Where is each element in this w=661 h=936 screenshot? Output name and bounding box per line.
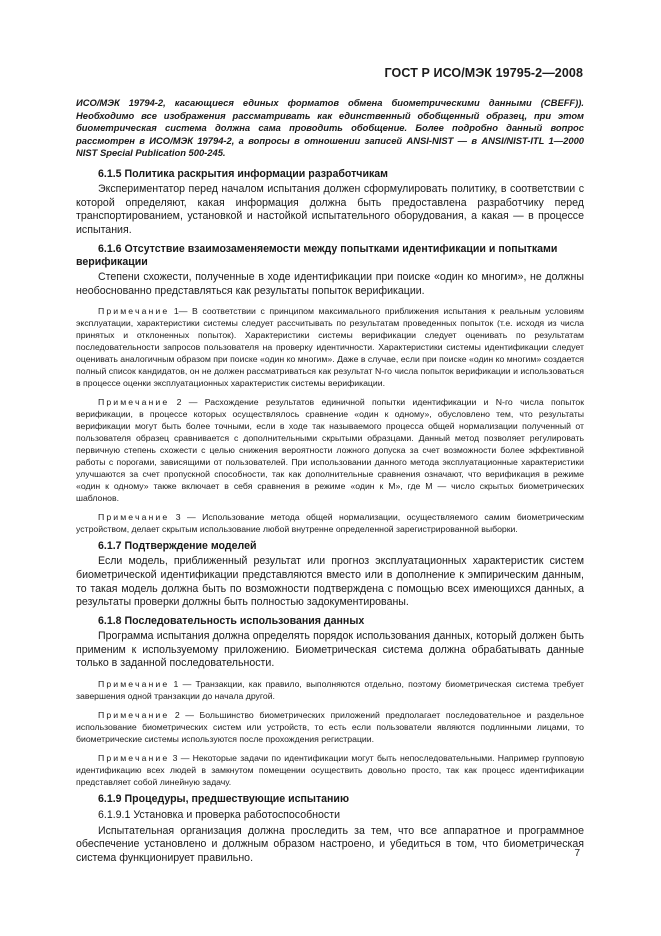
note-text: 2 — Расхождение результатов единичной попытки идентификации и N-го числа попыток верификации, в процессе которых осуществлялось сравнение «один к одному», обусловлено тем, что результаты верификации могут быть более точными, если в ходе так называемого процесса общей нормализации полученный от пользователя образец сравнивается с дополнительными скрытыми образцами. Данный метод позволяет регулировать первичную степень схожести с целью снижения вероятности ложного допуска за счет возможности более эффективной работы с порогами, зависящими от пользователей. При использовании данного метода эксплуатационные характеристики улучшаются за счет пропускной способности, так как дополнительные сравнения означают, что верификация в режиме «один к одному» также включает в себя сравнения в режиме «один к М», где М — число скрытых биометрических шаблонов.	[76, 397, 584, 504]
section-6-1-8-heading	[76, 615, 584, 628]
note-label: Примечание	[98, 678, 170, 689]
note-label: Примечание	[98, 709, 170, 720]
note-6-1-8-3	[76, 752, 584, 788]
note-text: 1 — Транзакции, как правило, выполняются отдельно, поэтому биометрическая система требует завершения одной транзакции до начала другой.	[76, 678, 584, 701]
intro-paragraph: ИСО/МЭК 19794-2, касающиеся единых форматов обмена биометрическими данными (CBEFF)). Необходимо все изображения рассматривать как единственный обобщенный образец, при этом биометрическая система должна сама проводить обобщение. Более подробно данный вопрос рассмотрен в ИСО/МЭК 19794-2, а вопросы в отношении записей ANSI-NIST — в ANSI/NIST-ITL 1—2000 NIST Special Publication 500-245.	[76, 97, 584, 159]
subsection-number: 6.1.9.1	[98, 808, 131, 821]
note-6-1-6-1	[76, 305, 584, 389]
section-title: Политика раскрытия информации разработчикам	[124, 167, 388, 180]
section-6-1-9-heading	[76, 793, 584, 806]
section-6-1-7-heading	[76, 540, 584, 553]
section-title: Подтверждение моделей	[124, 540, 257, 553]
section-6-1-6-heading	[76, 243, 584, 269]
section-title: Отсутствие взаимозаменяемости между попытками идентификации и попытками верификации	[76, 242, 558, 268]
note-text: 3 — Использование метода общей нормализации, осуществляемого самим биометрическим устройством, делает скрытым использование любой внутренне определенной зарегистрированной выборки.	[76, 512, 584, 535]
section-number: 6.1.6	[98, 242, 122, 255]
document-header: ГОСТ Р ИСО/МЭК 19795-2—2008	[384, 66, 583, 80]
section-number: 6.1.8	[98, 614, 122, 627]
note-6-1-8-1	[76, 678, 584, 702]
section-number: 6.1.9	[98, 792, 122, 805]
page-number: 7	[574, 848, 580, 859]
section-title: Процедуры, предшествующие испытанию	[124, 792, 349, 805]
note-text: 2 — Большинство биометрических приложений предполагает последовательное и раздельное использование биометрических систем или устройств, то есть если пользователи являются подлинными лицами, то биометрические системы используются после прохождения регистрации.	[76, 709, 584, 744]
section-title: Последовательность использования данных	[124, 614, 365, 627]
subsection-title: Установка и проверка работоспособности	[133, 808, 340, 821]
section-6-1-9-1-paragraph: Испытательная организация должна проследить за тем, что все аппаратное и программное обеспечение установлено и должным образом настроено, и убедиться в том, что биометрическая система функционирует правильно.	[76, 824, 584, 864]
note-text: 1— В соответствии с принципом максимального приближения испытания к реальным условиям эксплуатации, характеристики системы следует рассчитывать по результатам проведенных попыток (т.е. исходя из числа принятых и отклоненных попыток). Характеристики системы верификации следует оценивать по результатам последовательности запросов пользователя на проверку идентичности. Характеристики системы идентификации следует оценивать аналогичным образом при поиске «один ко многим». Даже в случае, если при поиске «один ко многим» создается полный список кандидатов, он не должен рассматриваться как результат N-го числа попыток верификации и использоваться в процессе оценки эксплуатационных характеристик системы верификации.	[76, 306, 585, 389]
note-6-1-6-3	[76, 511, 584, 535]
section-6-1-6-paragraph: Степени схожести, полученные в ходе идентификации при поиске «один ко многим», не должны необоснованно представляться как результаты попыток верификации.	[76, 270, 584, 297]
note-label: Примечание	[98, 306, 170, 317]
section-number: 6.1.7	[98, 540, 122, 553]
note-label: Примечание	[98, 512, 170, 523]
section-6-1-7-paragraph: Если модель, приближенный результат или прогноз эксплуатационных характеристик систем биометрической идентификации представляются вместо или в дополнение к эмпирическим данным, то такая модель должна быть по возможности подтверждена с помощью всех имеющихся данных, а результаты проверки должны быть полностью задокументированы.	[76, 555, 584, 609]
page-content	[76, 97, 584, 867]
note-6-1-6-2	[76, 396, 584, 504]
note-text: 3 — Некоторые задачи по идентификации могут быть непоследовательными. Например групповую идентификацию всех людей в замкнутом помещении осуществить довольно просто, так как процесс идентификации представляет собой линейную задачу.	[76, 752, 584, 787]
section-6-1-8-paragraph: Программа испытания должна определять порядок использования данных, который должен быть применим к используемому приложению. Биометрическая система должна обрабатывать данные только в заданной последовательности.	[76, 629, 584, 670]
section-number: 6.1.5	[98, 167, 122, 180]
note-label: Примечание	[98, 752, 170, 763]
subsection-6-1-9-1-heading	[76, 809, 584, 823]
note-6-1-8-2	[76, 709, 584, 745]
section-6-1-5-heading	[76, 168, 584, 181]
section-6-1-5-paragraph: Экспериментатор перед началом испытания должен сформулировать политику, в соответствии с которой определяют, какая информация должна быть предоставлена разработчику перед транспортированием, установкой и настойкой испытательного оборудования, а какая — в процессе испытания.	[76, 183, 584, 236]
note-label: Примечание	[98, 397, 170, 408]
